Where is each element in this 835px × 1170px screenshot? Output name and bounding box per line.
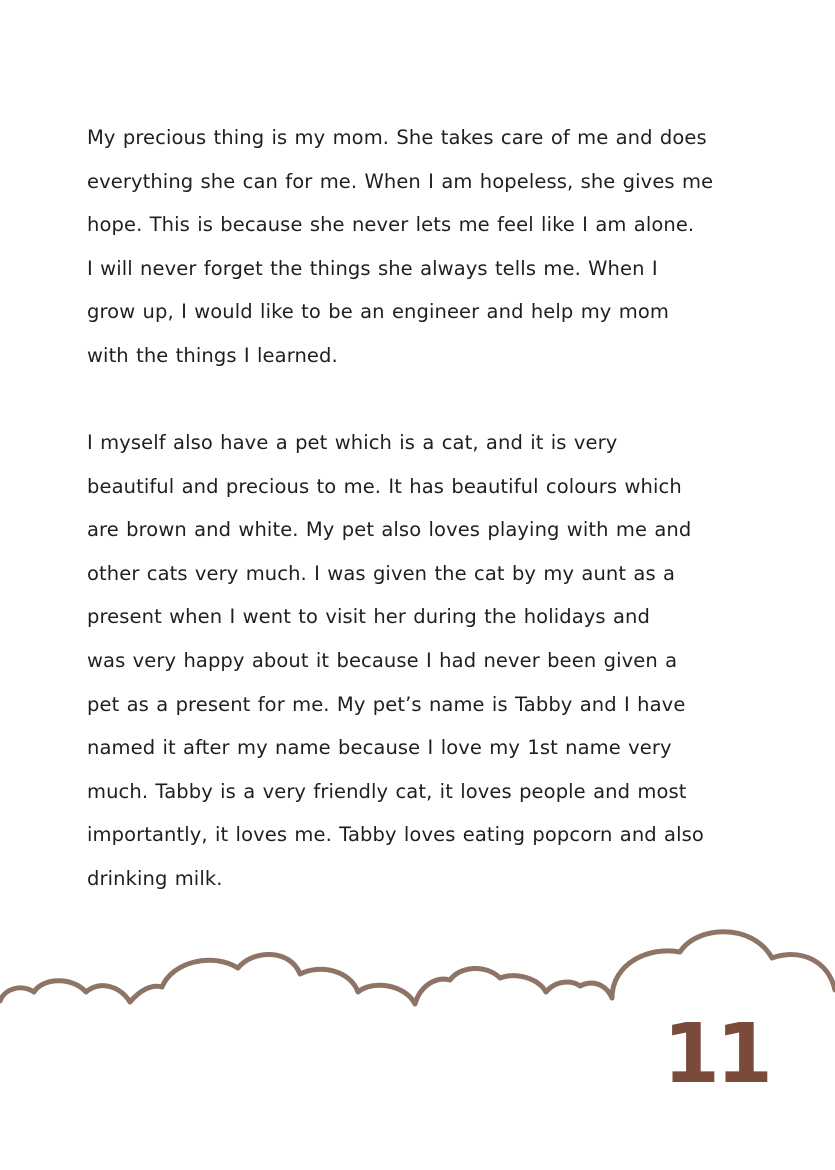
text-line: was very happy about it because I had never been given a [87, 648, 678, 672]
text-line: drinking milk. [87, 866, 223, 890]
text-line: I will never forget the things she always tells me. When I [87, 256, 658, 280]
text-line: My precious thing is my mom. She takes care of me and does [87, 126, 707, 149]
text-line: much. Tabby is a very friendly cat, it loves people and most [87, 779, 687, 803]
text-line: beautiful and precious to me. It has beautiful colours which [87, 474, 682, 498]
cloud-outline [0, 932, 835, 1004]
text-line: hope. This is because she never lets me feel like I am alone. [87, 213, 695, 237]
text-line: named it after my name because I love my 1st name very [87, 736, 672, 760]
text-line: present when I went to visit her during the holidays and [87, 605, 650, 629]
text-line: I myself also have a pet which is a cat, and it is very [87, 431, 618, 454]
page-number: 11 [662, 1007, 769, 1102]
text-line: pet as a present for me. My pet’s name is Tabby and I have [87, 692, 686, 716]
text-line: are brown and white. My pet also loves playing with me and [87, 518, 692, 542]
text-line: importantly, it loves me. Tabby loves eating popcorn and also [87, 823, 704, 847]
text-line: with the things I learned. [87, 343, 338, 367]
paragraph-pet [87, 421, 757, 901]
text-line: other cats very much. I was given the cat by my aunt as a [87, 561, 676, 585]
text-line: everything she can for me. When I am hopeless, she gives me [87, 169, 714, 193]
paragraph-mom [87, 116, 757, 378]
text-line: grow up, I would like to be an engineer and help my mom [87, 300, 669, 324]
